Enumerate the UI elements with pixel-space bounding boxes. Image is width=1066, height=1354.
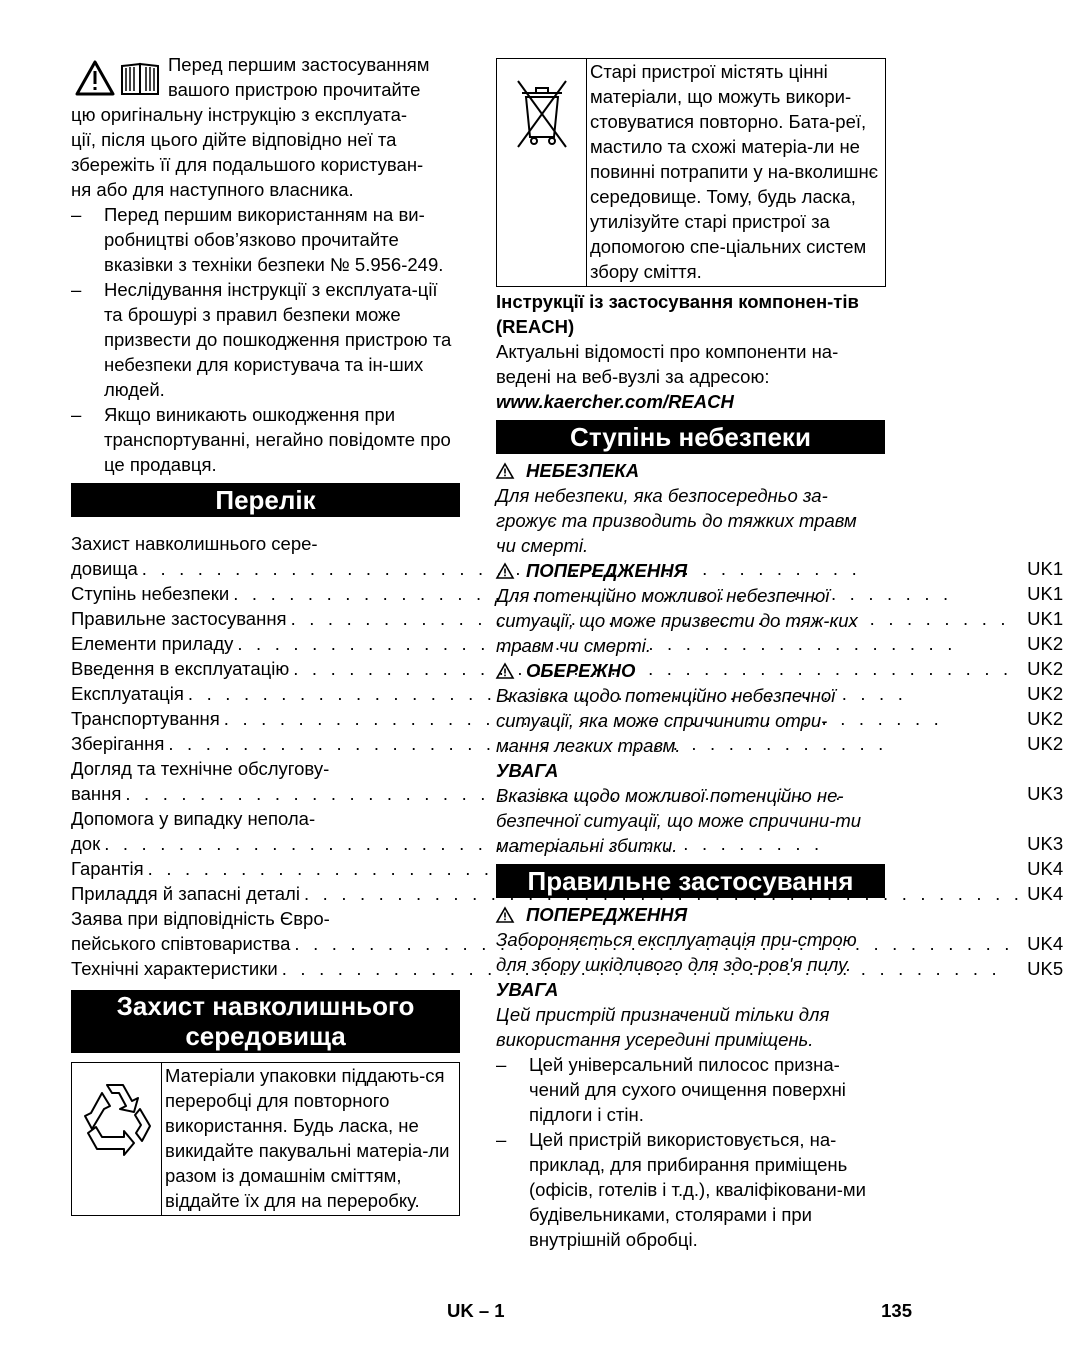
weee-box [496, 58, 886, 287]
notice-text: Вказівка щодо можливої потенційно не-безпечної ситуації, що може спричини-ти матеріальні збитки. [496, 785, 862, 856]
recycle-icon-cell [72, 1063, 162, 1215]
intro-line: вашого пристрою прочитайте [168, 79, 421, 100]
toc-code: UK [1027, 683, 1053, 704]
toc-page: 4 [1052, 883, 1064, 904]
toc-title-line: Догляд та технічне обслугову- [71, 758, 330, 779]
toc-page: 2 [1052, 683, 1064, 704]
page-number: 135 [881, 1300, 912, 1321]
toc-code: UK [1027, 783, 1053, 804]
toc-title: Введення в експлуатацію [71, 658, 290, 679]
hazard-label: ОБЕРЕЖНО [496, 658, 885, 683]
toc-page: 5 [1052, 958, 1064, 979]
toc-page: 1 [1052, 558, 1064, 579]
env-heading-line: середовища [185, 1021, 346, 1051]
toc-title: вання [71, 783, 122, 804]
hazard-label: ПОПЕРЕДЖЕННЯ [496, 558, 885, 583]
toc-title-line: Захист навколишнього сере- [71, 533, 318, 554]
reach-text: Актуальні відомості про компоненти на-ведені на веб-вузлі за адресою: [496, 341, 839, 387]
toc-code: UK [1027, 733, 1053, 754]
env-heading [71, 990, 460, 1053]
toc-code: UK [1027, 833, 1053, 854]
toc-title: Правильне застосування [71, 608, 287, 629]
env-heading-line: Захист навколишнього [116, 991, 415, 1021]
footer-section: UK – 1 [447, 1300, 505, 1321]
crossed-bin-icon [512, 73, 572, 153]
toc-title: Технічні характеристики [71, 958, 278, 979]
warning-triangle-icon [496, 663, 514, 679]
toc-code: UK [1027, 658, 1053, 679]
toc-code: UK [1027, 958, 1053, 979]
hazard-text: Для небезпеки, яка безпосередньо за-грожує та призводить до тяжких травм чи смерті. [496, 485, 857, 556]
warning-triangle-icon [496, 463, 514, 479]
hazard-heading: Ступінь небезпеки [496, 420, 885, 454]
toc-code: UK [1027, 708, 1053, 729]
intro-line: ції, після цього дійте відповідно неї та [71, 129, 397, 150]
toc-code: UK [1027, 933, 1053, 954]
use-notice-text: Цей пристрій призначений тільки для використання усередині приміщень. [496, 1004, 830, 1050]
intro-line: збережіть її для подальшого користуван- [71, 154, 424, 175]
hazard-text: Для потенційно можливої небезпечної ситуації, що може призвести до тяж-ких травм чи смерті. [496, 585, 858, 656]
hazard-levels [496, 458, 885, 858]
toc-page: 3 [1052, 833, 1064, 854]
toc-code: UK [1027, 608, 1053, 629]
toc-title: Приладдя й запасні деталі [71, 883, 300, 904]
hazard-text: Вказівка щодо потенційно небезпечної ситуації, яка може спричинити отри-мання легких травм. [496, 685, 836, 756]
toc-title: Елементи приладу [71, 633, 234, 654]
use-warning-text: Забороняється експлуатація при-строю для збору шкідливого для здо-ров'я пилу. [496, 929, 857, 975]
safety-bullets [71, 202, 460, 477]
list-item: – Неслідування інструкції з експлуата-ції та брошурі з правил безпеки може призвести до пошкодження пристрою та небезпеки для користувача та ін-ших людей. [71, 277, 460, 402]
toc-title: довища [71, 558, 138, 579]
toc-page: 1 [1052, 608, 1064, 629]
intro-block [71, 52, 460, 202]
toc-title-line: Допомога у випадку непола- [71, 808, 316, 829]
toc-page: 2 [1052, 733, 1064, 754]
list-item: – Цей універсальний пилосос призна-чений для сухого очищення поверхні підлоги і стін. [496, 1052, 885, 1127]
hazard-label: НЕБЕЗПЕКА [496, 458, 885, 483]
toc-code: UK [1027, 558, 1053, 579]
toc-page: 3 [1052, 783, 1064, 804]
recycle-icon [80, 1079, 154, 1155]
use-warning-label: ПОПЕРЕДЖЕННЯ [496, 902, 885, 927]
toc-code: UK [1027, 883, 1053, 904]
right-column [496, 58, 885, 1252]
intro-line: ня або для наступного власника. [71, 179, 354, 200]
toc-title-line: Заява при відповідність Євро- [71, 908, 330, 929]
toc-title: Експлуатація [71, 683, 184, 704]
reach-link[interactable]: www.kaercher.com/REACH [496, 391, 734, 412]
intro-line: цю оригінальну інструкцію з експлуата- [71, 104, 408, 125]
toc-page: 2 [1052, 658, 1064, 679]
env-box-text: Матеріали упаковки піддають-ся переробці для повторного використання. Будь ласка, не викидайте пакувальні матеріа-ли разом із домашнім сміттям, віддайте їх для на переробку. [165, 1065, 450, 1211]
toc-page: 2 [1052, 633, 1064, 654]
weee-box-text: Старі пристрої містять цінні матеріали, що можуть викори-стовуватися повторно. Бата-реї, мастило та схожі матеріа-ли не повинні потрапити у на-вколишнє середовище. Тому, будь ласка, утилізуйте старі пристрої за допомогою спе-ціальних систем збору сміття. [590, 61, 879, 282]
toc-title: Транспортування [71, 708, 220, 729]
warning-read-manual-icon [76, 60, 162, 96]
reach-heading: Інструкції із застосування компонен-тів (REACH) [496, 291, 859, 337]
toc-page: 4 [1052, 858, 1064, 879]
intro-line: Перед першим застосуванням [168, 54, 430, 75]
weee-icon-cell [497, 59, 587, 286]
toc-page: 1 [1052, 583, 1064, 604]
use-notice-label: УВАГА [496, 979, 559, 1000]
use-heading: Правильне застосування [496, 864, 885, 898]
toc-heading: Перелік [71, 483, 460, 517]
toc-title: Гарантія [71, 858, 144, 879]
list-item: – Якщо виникають ошкодження при транспортуванні, негайно повідомте про це продавця. [71, 402, 460, 477]
toc-title: Зберігання [71, 733, 165, 754]
toc-page: 4 [1052, 933, 1064, 954]
toc-code: UK [1027, 583, 1053, 604]
toc-code: UK [1027, 633, 1053, 654]
list-item: – Цей пристрій використовується, на-приклад, для прибирання приміщень (офісів, готелів і т.д.), кваліфіковани-ми будівельниками, столярами і при внутрішній обробці. [496, 1127, 885, 1252]
list-item: – Перед першим використанням на ви-робництві обов’язково прочитайте вказівки з техніки безпеки № 5.956-249. [71, 202, 460, 277]
toc-page: 2 [1052, 708, 1064, 729]
warning-triangle-icon [496, 563, 514, 579]
toc-title: Ступінь небезпеки [71, 583, 230, 604]
toc-title: пейського співтовариства [71, 933, 291, 954]
toc-code: UK [1027, 858, 1053, 879]
warning-triangle-icon [496, 907, 514, 923]
use-bullets [496, 1052, 885, 1252]
env-recycle-box [71, 1062, 460, 1216]
toc-title: док [71, 833, 101, 854]
notice-label: УВАГА [496, 760, 559, 781]
